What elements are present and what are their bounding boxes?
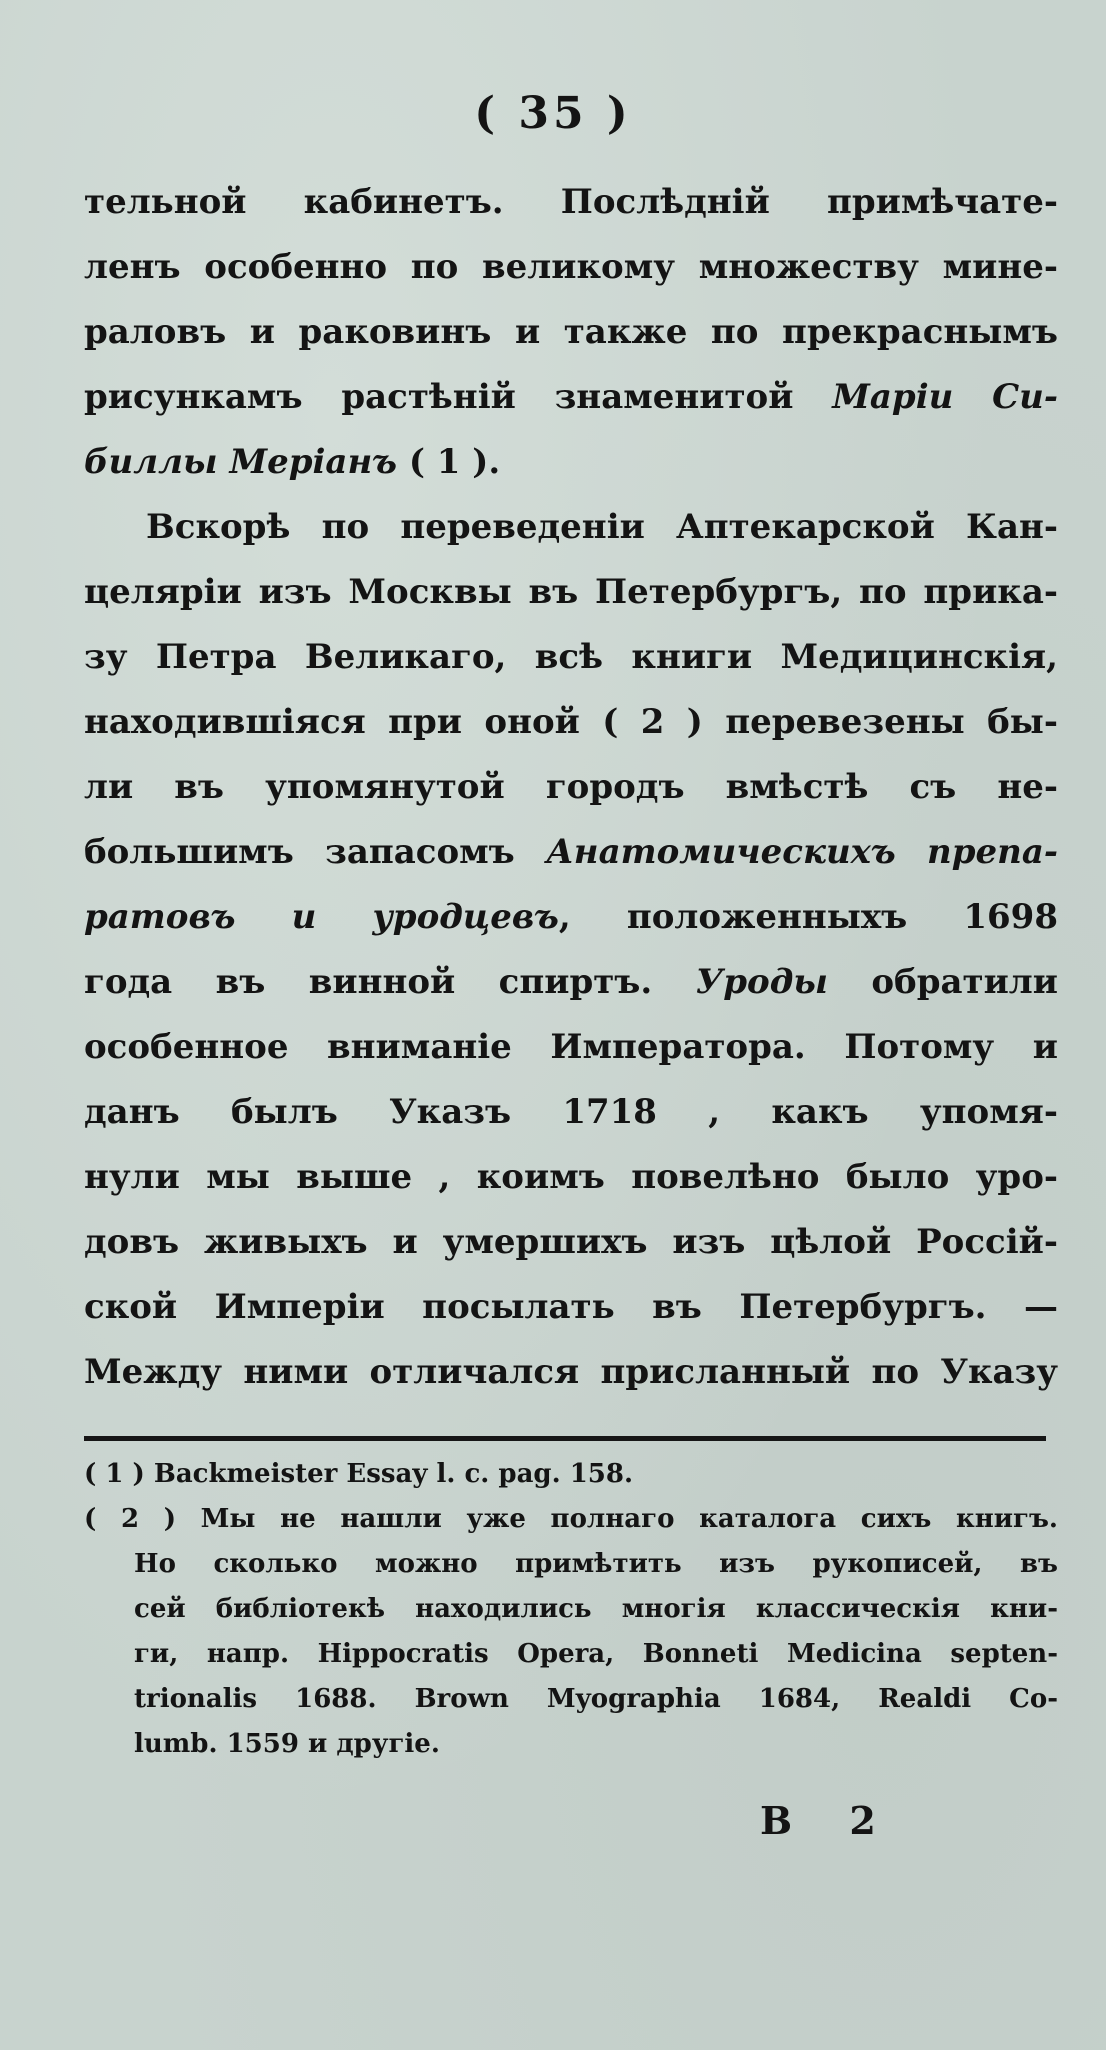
footnote-2-line-6: lumb. 1559 и другіе. [134, 1729, 440, 1759]
italic-word: Уроды [695, 962, 828, 1002]
footnote-2-line-3: сей библіотекѣ находились многія классическія кни- [134, 1594, 1058, 1624]
footnote-2-line-5: trionalis 1688. Brown Myographia 1684, Realdi Co- [134, 1684, 1058, 1714]
text-line-16: нули мы выше , коимъ повелѣно было уро- [84, 1157, 1058, 1197]
signature-mark: B 2 [760, 1798, 898, 1843]
page-number: ( 35 ) [474, 88, 632, 139]
text-line-14: особенное вниманіе Императора. Потому и [84, 1027, 1058, 1067]
footnote-divider [84, 1436, 1046, 1441]
footnote-2-line-1: ( 2 ) Мы не нашли уже полнаго каталога сихъ книгъ. [84, 1504, 1058, 1534]
text-line-13: года въ винной спиртъ. Уроды обратили [84, 962, 1058, 1002]
text-line-6: Вскорѣ по переведеніи Аптекарской Кан- [146, 507, 1058, 547]
italic-name: биллы Меріанъ [84, 442, 397, 482]
footnote-2-line-2: Но сколько можно примѣтить изъ рукописей, въ [134, 1549, 1058, 1579]
text-line-9: находившіяся при оной ( 2 ) перевезены бы- [84, 702, 1058, 742]
italic-name: Маріи Си- [832, 377, 1058, 417]
text-line-3: раловъ и раковинъ и также по прекраснымъ [84, 312, 1058, 352]
italic-phrase: Анатомическихъ препа- [546, 832, 1059, 872]
text-line-2: ленъ особенно по великому множеству мине- [84, 247, 1058, 287]
text-line-8: зу Петра Великаго, всѣ книги Медицинскія, [84, 637, 1058, 677]
italic-phrase: ратовъ и уродцевъ [84, 897, 559, 937]
text-line-5: биллы Меріанъ ( 1 ). [84, 442, 501, 482]
text-line-7: целяріи изъ Москвы въ Петербургъ, по прика- [84, 572, 1058, 612]
text-line-10: ли въ упомянутой городъ вмѣстѣ съ не- [84, 767, 1058, 807]
footnote-1: ( 1 ) Backmeister Essay l. c. pag. 158. [84, 1459, 634, 1489]
text-line-15: данъ былъ Указъ 1718 , какъ упомя- [84, 1092, 1058, 1132]
footnote-2-line-4: ги, напр. Hippocratis Opera, Bonneti Medicina septen- [134, 1639, 1058, 1669]
text-line-17: довъ живыхъ и умершихъ изъ цѣлой Россій- [84, 1222, 1058, 1262]
text-line-18: ской Имперіи посылать въ Петербургъ. — [84, 1287, 1058, 1327]
footnotes [84, 1452, 1058, 1767]
text-line-1: тельной кабинетъ. Послѣдній примѣчате- [84, 182, 1058, 222]
text-line-12: ратовъ и уродцевъ, положенныхъ 1698 [84, 897, 1058, 937]
text-line-4: рисункамъ растѣній знаменитой Маріи Си- [84, 377, 1058, 417]
main-text [84, 170, 1058, 1405]
text-line-19: Между ними отличался присланный по Указу [84, 1352, 1058, 1392]
text-line-11: большимъ запасомъ Анатомическихъ препа- [84, 832, 1059, 872]
